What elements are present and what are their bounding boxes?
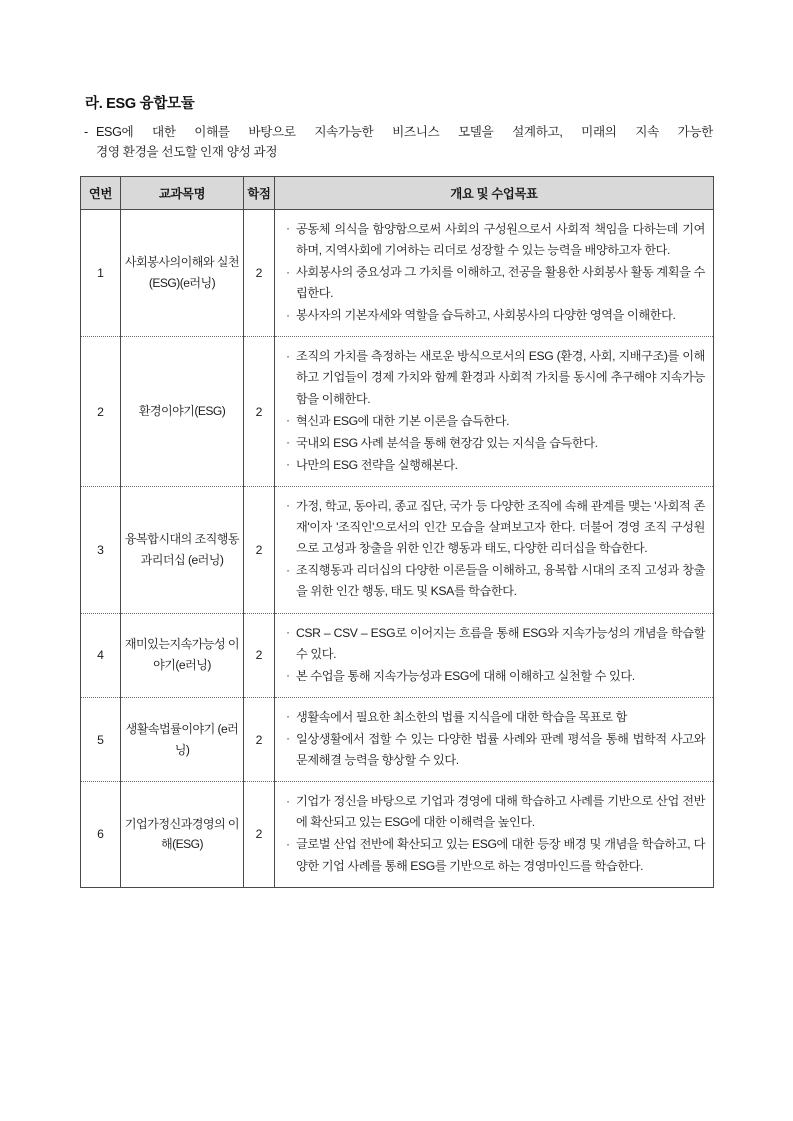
cell-objectives — [275, 209, 714, 337]
cell-objectives — [275, 337, 714, 487]
section-intro — [80, 122, 713, 163]
cell-objectives — [275, 782, 714, 887]
objective-list — [285, 496, 705, 603]
cell-no: 5 — [81, 697, 121, 781]
page-content — [80, 92, 713, 888]
cell-course-name: 재미있는지속가능성 이야기(e러닝) — [121, 613, 244, 697]
cell-course-name: 기업가정신과경영의 이해(ESG) — [121, 782, 244, 887]
cell-course-name: 생활속법률이야기 (e러닝) — [121, 697, 244, 781]
column-header-no: 연번 — [81, 176, 121, 209]
objective-item: · 조직행동과 리더십의 다양한 이론들을 이해하고, 융복합 시대의 조직 고성과 창출을 위한 인간 행동, 태도 및 KSA를 학습한다. — [285, 560, 705, 602]
table-row — [81, 209, 714, 337]
cell-course-name: 융복합시대의 조직행동과리더십 (e러닝) — [121, 486, 244, 613]
cell-no: 1 — [81, 209, 121, 337]
cell-credit: 2 — [244, 486, 275, 613]
objective-item: · 나만의 ESG 전략을 실행해본다. — [285, 455, 705, 476]
intro-dash-marker: - — [84, 125, 88, 139]
table-row — [81, 486, 714, 613]
table-body — [81, 209, 714, 887]
column-header-name: 교과목명 — [121, 176, 244, 209]
intro-line-2: 경영 환경을 선도할 인재 양성 과정 — [96, 145, 278, 160]
objective-item: · 조직의 가치를 측정하는 새로운 방식으로서의 ESG (환경, 사회, 지배구조)를 이해하고 기업들이 경제 가치와 함께 환경과 사회적 가치를 동시에 추구해야 지속가능함을 이해한다. — [285, 346, 705, 409]
objective-list — [285, 219, 705, 327]
objective-item: · 공동체 의식을 함양함으로써 사회의 구성원으로서 사회적 책임을 다하는데 기여하며, 지역사회에 기여하는 리더로 성장할 수 있는 능력을 배양하고자 한다. — [285, 219, 705, 261]
table-row — [81, 337, 714, 487]
cell-credit: 2 — [244, 697, 275, 781]
objective-item: · 봉사자의 기본자세와 역할을 습득하고, 사회봉사의 다양한 영역을 이해한다. — [285, 305, 705, 326]
cell-no: 2 — [81, 337, 121, 487]
cell-objectives — [275, 697, 714, 781]
section-heading: 라. ESG 융합모듈 — [85, 96, 195, 112]
cell-no: 6 — [81, 782, 121, 887]
cell-credit: 2 — [244, 337, 275, 487]
cell-credit: 2 — [244, 613, 275, 697]
cell-course-name: 사회봉사의이해와 실천(ESG)(e러닝) — [121, 209, 244, 337]
column-header-credit: 학점 — [244, 176, 275, 209]
cell-credit: 2 — [244, 782, 275, 887]
objective-list — [285, 791, 705, 876]
cell-no: 4 — [81, 613, 121, 697]
table-header-row — [81, 176, 714, 209]
objective-item: · 생활속에서 필요한 최소한의 법률 지식을에 대한 학습을 목표로 함 — [285, 707, 705, 728]
objective-item: · 국내외 ESG 사례 분석을 통해 현장감 있는 지식을 습득한다. — [285, 433, 705, 454]
table-header — [81, 176, 714, 209]
course-table — [80, 176, 714, 888]
cell-objectives — [275, 486, 714, 613]
objective-item: · 본 수업을 통해 지속가능성과 ESG에 대해 이해하고 실천할 수 있다. — [285, 666, 705, 687]
cell-course-name: 환경이야기(ESG) — [121, 337, 244, 487]
objective-item: · 사회봉사의 중요성과 그 가치를 이해하고, 전공을 활용한 사회봉사 활동 계획을 수립한다. — [285, 262, 705, 304]
objective-item: · 혁신과 ESG에 대한 기본 이론을 습득한다. — [285, 411, 705, 432]
cell-no: 3 — [81, 486, 121, 613]
cell-objectives — [275, 613, 714, 697]
table-row — [81, 697, 714, 781]
objective-list — [285, 707, 705, 771]
objective-item: · 기업가 정신을 바탕으로 기업과 경영에 대해 학습하고 사례를 기반으로 산업 전반에 확산되고 있는 ESG에 대한 이해력을 높인다. — [285, 791, 705, 833]
objective-list — [285, 623, 705, 687]
objective-item: · 글로벌 산업 전반에 확산되고 있는 ESG에 대한 등장 배경 및 개념을 학습하고, 다양한 기업 사례를 통해 ESG를 기반으로 하는 경영마인드를 학습한다. — [285, 834, 705, 876]
objective-item: · 가정, 학교, 동아리, 종교 집단, 국가 등 다양한 조직에 속해 관계를 맺는 '사회적 존재'이자 '조직인'으로서의 인간 모습을 살펴보고자 한다. 더불어 경영 조직 구성원으로 고성과 창출을 위한 인간 행동과 태도, 다양한 리더십을 학습한다. — [285, 496, 705, 559]
objective-list — [285, 346, 705, 476]
objective-item: · 일상생활에서 접할 수 있는 다양한 법률 사례와 판례 평석을 통해 법학적 사고와 문제해결 능력을 향상할 수 있다. — [285, 729, 705, 771]
intro-line-1: ESG에 대한 이해를 바탕으로 지속가능한 비즈니스 모델을 설계하고, 미래의 지속 가능한 — [96, 125, 713, 139]
table-row — [81, 613, 714, 697]
objective-item: · CSR – CSV – ESG로 이어지는 흐름을 통해 ESG와 지속가능성의 개념을 학습할 수 있다. — [285, 623, 705, 665]
cell-credit: 2 — [244, 209, 275, 337]
table-row — [81, 782, 714, 887]
column-header-desc: 개요 및 수업목표 — [275, 176, 714, 209]
